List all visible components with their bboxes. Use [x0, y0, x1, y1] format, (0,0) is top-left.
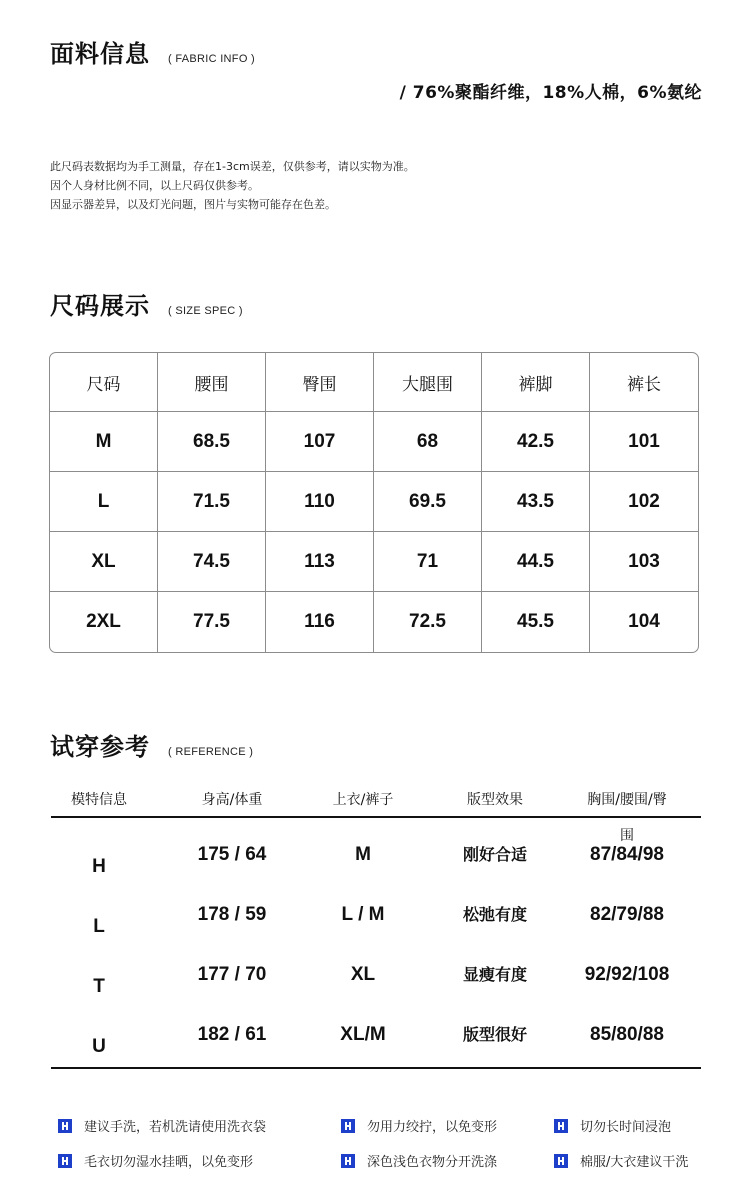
- height-weight: 182 / 61: [197, 1024, 267, 1045]
- body-measurements: 85/80/88: [590, 1024, 664, 1045]
- care-item: [554, 1116, 671, 1135]
- reference-table-row: [51, 960, 701, 1020]
- body-measurements: 92/92/108: [584, 964, 670, 985]
- size-cell: XL: [50, 532, 158, 592]
- size-header-cell: 大腿围: [374, 353, 482, 412]
- care-text: 建议手洗，若机洗请使用洗衣袋: [84, 1120, 267, 1135]
- fit-effect: 刚好合适: [462, 845, 527, 864]
- fabric-title: 面料信息: [50, 40, 150, 68]
- size-header-cell: 裤长: [590, 353, 698, 412]
- reference-table-row: [51, 900, 701, 960]
- size-table-row: [50, 592, 698, 652]
- size-cell: 71: [374, 532, 482, 592]
- size-cell: 44.5: [482, 532, 590, 592]
- size-cell: 74.5: [158, 532, 266, 592]
- size-cell: 77.5: [158, 592, 266, 652]
- care-h-icon: [341, 1154, 355, 1168]
- size-cell: 45.5: [482, 592, 590, 652]
- care-h-icon: [58, 1119, 72, 1133]
- size-section-header: [50, 286, 243, 321]
- care-text: 深色浅色衣物分开洗涤: [367, 1155, 498, 1170]
- body-measurements: 82/79/88: [590, 904, 664, 925]
- size-cell: 102: [590, 472, 698, 532]
- size-cell: 110: [266, 472, 374, 532]
- reference-table-bottom-rule: [51, 1067, 701, 1069]
- size-header-cell: 腰围: [158, 353, 266, 412]
- model-name: L: [93, 916, 105, 937]
- reference-title: 试穿参考: [50, 733, 150, 761]
- care-text: 毛衣切勿湿水挂晒，以免变形: [84, 1155, 254, 1170]
- size-cell: 72.5: [374, 592, 482, 652]
- measurement-notes: [50, 157, 415, 214]
- note-line: 此尺码表数据均为手工测量，存在1-3cm误差，仅供参考，请以实物为准。: [50, 160, 415, 173]
- size-cell: M: [50, 412, 158, 472]
- size-cell: 68: [374, 412, 482, 472]
- reference-header-cell: 版型效果: [467, 792, 523, 808]
- reference-subtitle: ( REFERENCE ): [168, 746, 254, 758]
- care-h-icon: [341, 1119, 355, 1133]
- fabric-subtitle: ( FABRIC INFO ): [168, 53, 255, 65]
- size-cell: 116: [266, 592, 374, 652]
- model-name: H: [92, 856, 106, 877]
- size-cell: L: [50, 472, 158, 532]
- size-worn: XL/M: [340, 1024, 386, 1045]
- model-name: T: [93, 976, 105, 997]
- fit-effect: 显瘦有度: [462, 965, 527, 984]
- size-cell: 42.5: [482, 412, 590, 472]
- fabric-composition: / 76%聚酯纤维，18%人棉，6%氨纶: [399, 83, 702, 103]
- body-measurements: 87/84/98: [590, 844, 664, 865]
- size-cell: 107: [266, 412, 374, 472]
- care-item: [554, 1151, 688, 1170]
- size-cell: 69.5: [374, 472, 482, 532]
- reference-section-header: [50, 727, 253, 762]
- fit-effect: 版型很好: [462, 1025, 527, 1044]
- size-cell: 101: [590, 412, 698, 472]
- size-cell: 68.5: [158, 412, 266, 472]
- reference-table-row: [51, 1020, 701, 1080]
- size-table-header-row: [50, 353, 698, 412]
- height-weight: 177 / 70: [197, 964, 267, 985]
- height-weight: 178 / 59: [197, 904, 267, 925]
- care-item: [58, 1116, 266, 1135]
- reference-table-header: [51, 782, 701, 844]
- size-worn: L / M: [341, 904, 385, 925]
- care-item: [341, 1116, 497, 1135]
- care-text: 棉服/大衣建议干洗: [580, 1155, 689, 1170]
- care-item: [341, 1151, 497, 1170]
- size-cell: 104: [628, 611, 660, 632]
- size-table-row: [50, 532, 698, 592]
- size-cell: 71.5: [158, 472, 266, 532]
- height-weight: 175 / 64: [197, 844, 267, 865]
- size-header-cell: 尺码: [50, 353, 158, 412]
- size-cell: 2XL: [50, 592, 158, 652]
- size-cell: 103: [590, 532, 698, 592]
- size-header-cell: 裤脚: [482, 353, 590, 412]
- note-line: 因个人身材比例不同，以上尺码仅供参考。: [50, 179, 259, 192]
- size-title: 尺码展示: [50, 292, 150, 320]
- care-h-icon: [554, 1119, 568, 1133]
- reference-header-cell: 身高/体重: [201, 792, 263, 808]
- care-text: 勿用力绞拧，以免变形: [367, 1120, 498, 1135]
- size-table-row: [50, 412, 698, 472]
- size-table-row: [50, 472, 698, 532]
- reference-header-cell: 模特信息: [71, 792, 127, 808]
- size-cell: 113: [266, 532, 374, 592]
- size-subtitle: ( SIZE SPEC ): [168, 305, 243, 317]
- fit-effect: 松弛有度: [462, 905, 527, 924]
- care-item: [58, 1151, 253, 1170]
- reference-table-row: [51, 840, 701, 900]
- care-h-icon: [554, 1154, 568, 1168]
- note-line: 因显示器差异，以及灯光问题，图片与实物可能存在色差。: [50, 198, 336, 211]
- size-header-cell: 臀围: [266, 353, 374, 412]
- size-table: [49, 352, 699, 653]
- model-name: U: [92, 1036, 106, 1057]
- reference-header-cell: 上衣/裤子: [332, 792, 394, 808]
- size-worn: XL: [350, 964, 376, 985]
- size-worn: M: [355, 844, 371, 865]
- reference-header-cell: 胸围/腰围/臀围: [587, 792, 667, 844]
- care-h-icon: [58, 1154, 72, 1168]
- fabric-section-header: [50, 34, 255, 69]
- care-text: 切勿长时间浸泡: [580, 1120, 672, 1135]
- size-cell: 43.5: [482, 472, 590, 532]
